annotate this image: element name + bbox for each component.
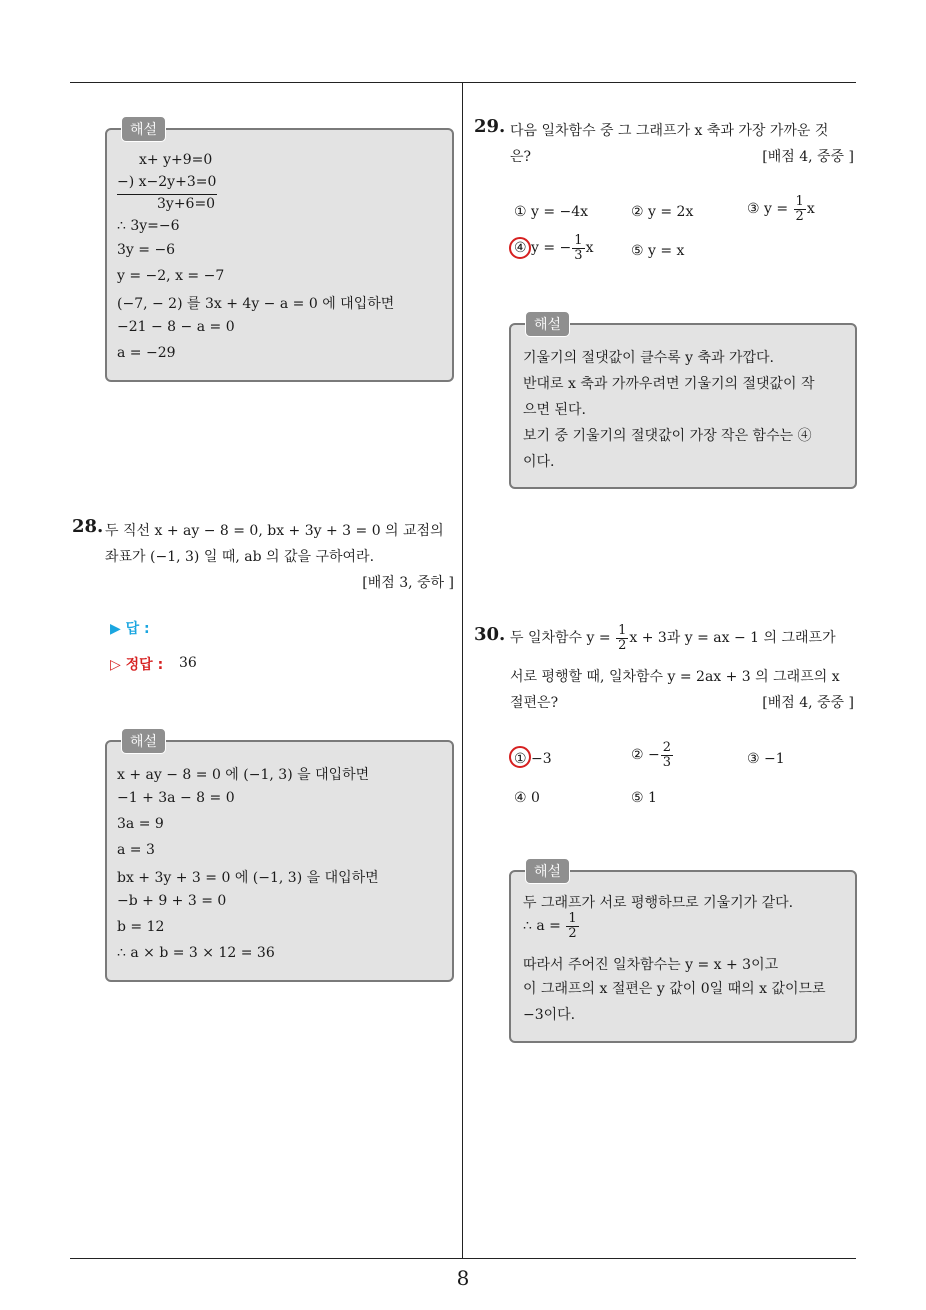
solution-tag: 해설 bbox=[525, 311, 570, 337]
solution-line: 이다. bbox=[523, 454, 555, 470]
fraction-denominator: 2 bbox=[568, 925, 577, 941]
fraction bbox=[661, 741, 673, 769]
fraction-denominator: 2 bbox=[618, 637, 627, 653]
solution-line: 두 그래프가 서로 평행하므로 기울기가 같다. bbox=[523, 895, 794, 911]
solution-line: 3a = 9 bbox=[117, 816, 164, 832]
solution-line: ∴ a × b = 3 × 12 = 36 bbox=[117, 945, 275, 961]
fraction-numerator: 1 bbox=[795, 194, 804, 209]
score-info: [배점 4, 중중 ] bbox=[762, 695, 854, 711]
fraction-numerator: 1 bbox=[574, 233, 583, 248]
question-number: 30. bbox=[474, 624, 506, 645]
choice-1[interactable]: ① y = −4x bbox=[514, 204, 589, 220]
solution-line: 반대로 x 축과 가까우려면 기울기의 절댓값이 작 bbox=[523, 376, 815, 392]
solution-box-q27 bbox=[105, 122, 454, 382]
fraction-numerator: 2 bbox=[662, 740, 672, 755]
question-text: 좌표가 (−1, 3) 일 때, ab 의 값을 구하여라. bbox=[105, 549, 375, 565]
solution-line: 3y+6=0 bbox=[157, 196, 216, 212]
choice-3[interactable] bbox=[747, 195, 815, 223]
solution-box-q30 bbox=[509, 864, 857, 1043]
solution-text: ∴ a = bbox=[523, 918, 566, 935]
question-text bbox=[510, 624, 836, 652]
fraction-numerator: 1 bbox=[618, 623, 627, 638]
choice-text: ④ y = − bbox=[514, 240, 572, 257]
question-text: 서로 평행할 때, 일차함수 y = 2ax + 3 의 그래프의 x bbox=[510, 669, 840, 685]
fraction-denominator: 3 bbox=[574, 247, 583, 263]
fraction-denominator: 3 bbox=[662, 754, 672, 770]
choice-5[interactable]: ⑤ y = x bbox=[631, 243, 685, 259]
solution-line: −b + 9 + 3 = 0 bbox=[117, 893, 227, 909]
choice-text: ② − bbox=[631, 747, 660, 764]
solution-line: ∴ 3y=−6 bbox=[117, 218, 180, 234]
solution-tag: 해설 bbox=[121, 116, 166, 142]
page-number: 8 bbox=[456, 1266, 470, 1290]
question-text: 다음 일차함수 중 그 그래프가 x 축과 가장 가까운 것 bbox=[510, 123, 829, 139]
solution-box-q28 bbox=[105, 734, 454, 982]
solution-line: −21 − 8 − a = 0 bbox=[117, 319, 235, 335]
top-rule bbox=[70, 82, 856, 83]
solution-tag: 해설 bbox=[121, 728, 166, 754]
choice-5[interactable]: ⑤ 1 bbox=[631, 790, 657, 806]
question-text: 절편은? bbox=[510, 695, 559, 711]
solution-line: x+ y+9=0 bbox=[139, 152, 213, 168]
question-text-part: 두 일차함수 y = bbox=[510, 630, 616, 647]
solution-line: y = −2, x = −7 bbox=[117, 268, 225, 284]
choice-1[interactable]: ① −3 bbox=[514, 751, 552, 767]
solution-line: 으면 된다. bbox=[523, 402, 586, 418]
answer-label: ▶ 답 : bbox=[110, 621, 150, 637]
column-divider bbox=[462, 82, 463, 1258]
solution-line: 기울기의 절댓값이 클수록 y 축과 가깝다. bbox=[523, 350, 774, 366]
solution-line: 3y = −6 bbox=[117, 242, 176, 258]
subtraction-rule bbox=[117, 194, 217, 195]
fraction-numerator: 1 bbox=[568, 911, 577, 926]
solution-tag: 해설 bbox=[525, 858, 570, 884]
choice-text: ③ y = bbox=[747, 201, 793, 218]
solution-line: 보기 중 기울기의 절댓값이 가장 작은 함수는 ④ bbox=[523, 428, 812, 444]
bottom-rule bbox=[70, 1258, 856, 1259]
fraction-denominator: 2 bbox=[795, 208, 804, 224]
choice-2[interactable] bbox=[631, 741, 674, 769]
fraction bbox=[566, 912, 578, 940]
solution-line: a = 3 bbox=[117, 842, 155, 858]
choice-4[interactable] bbox=[514, 234, 593, 262]
solution-box-q29 bbox=[509, 317, 857, 489]
correct-answer-label: ▷ 정답 : bbox=[110, 657, 164, 673]
score-info: [배점 4, 중중 ] bbox=[762, 149, 854, 165]
choice-4[interactable]: ④ 0 bbox=[514, 790, 540, 806]
question-number: 28. bbox=[72, 516, 104, 537]
solution-line: a = −29 bbox=[117, 345, 176, 361]
question-text: 두 직선 x + ay − 8 = 0, bx + 3y + 3 = 0 의 교점의 bbox=[105, 523, 444, 539]
fraction bbox=[794, 195, 806, 223]
question-text: 은? bbox=[510, 149, 532, 165]
solution-line: −3이다. bbox=[523, 1007, 576, 1023]
fraction bbox=[616, 624, 628, 652]
solution-line: x + ay − 8 = 0 에 (−1, 3) 을 대입하면 bbox=[117, 767, 370, 783]
solution-line: −1 + 3a − 8 = 0 bbox=[117, 790, 235, 806]
solution-line: −) x−2y+3=0 bbox=[117, 174, 217, 190]
fraction bbox=[572, 234, 584, 262]
solution-line: (−7, − 2) 를 3x + 4y − a = 0 에 대입하면 bbox=[117, 296, 395, 312]
solution-line: bx + 3y + 3 = 0 에 (−1, 3) 을 대입하면 bbox=[117, 870, 379, 886]
solution-line: 이 그래프의 x 절편은 y 값이 0일 때의 x 값이므로 bbox=[523, 981, 826, 997]
choice-text: x bbox=[806, 201, 815, 218]
solution-line bbox=[523, 912, 580, 940]
solution-line: b = 12 bbox=[117, 919, 165, 935]
choice-2[interactable]: ② y = 2x bbox=[631, 204, 694, 220]
question-text-part: x + 3과 y = ax − 1 의 그래프가 bbox=[629, 630, 836, 647]
question-number: 29. bbox=[474, 116, 506, 137]
choice-text: x bbox=[585, 240, 594, 257]
choice-3[interactable]: ③ −1 bbox=[747, 751, 785, 767]
correct-answer-value: 36 bbox=[179, 655, 197, 671]
score-info: [배점 3, 중하 ] bbox=[362, 575, 454, 591]
solution-line: 따라서 주어진 일차함수는 y = x + 3이고 bbox=[523, 957, 779, 973]
